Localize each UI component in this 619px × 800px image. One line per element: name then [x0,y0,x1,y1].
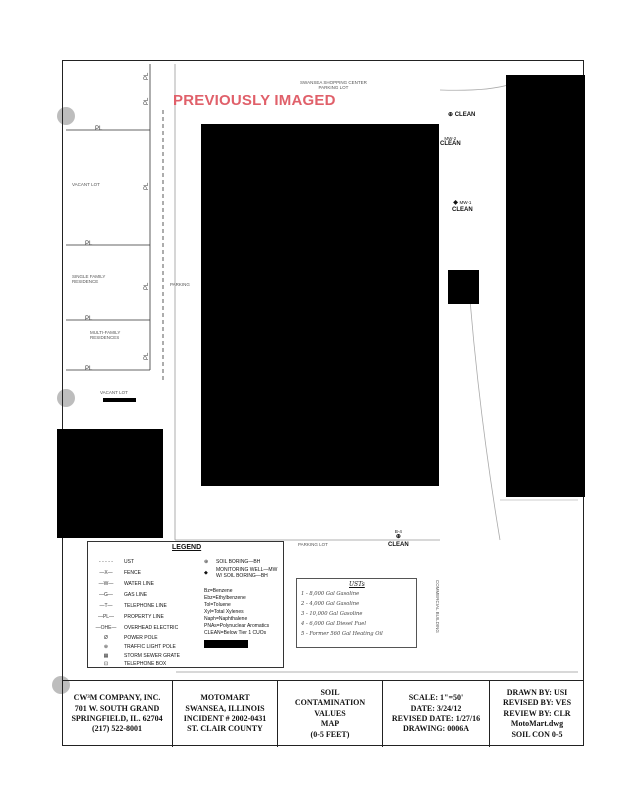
legend-label: PROPERTY LINE [124,614,164,620]
storm-grate-icon: ▦ [103,653,109,659]
lower-right-label: COMMERCIAL BUILDING [435,580,440,633]
legend-label: SOIL BORING—BH [216,559,261,565]
review-by: REVIEW BY: CLR [503,708,571,718]
marker-status: CLEAN [454,112,476,118]
legend-label: TELEPHONE BOX [124,661,167,667]
redaction-small [448,270,479,304]
scale-cell [383,681,490,747]
legend-title: LEGEND [172,544,202,551]
drawing-title-line: SOIL [320,688,340,698]
crosshair-icon: ⊕ [204,559,209,565]
site-name: MOTOMART [200,693,250,703]
legend-label: STORM SEWER GRATE [124,653,180,659]
legend-label: UST [124,559,134,565]
abbrev-text: CLEAN=Below Tier 1 CUOs [204,630,267,636]
redaction-main [201,124,439,486]
ust-item: 1 - 8,000 Gal Gasoline [301,591,360,597]
drawing-title-cell [278,681,383,747]
legend-label: POWER POLE [124,635,158,641]
company-city: SPRINGFIELD, IL. 62704 [71,714,163,723]
pl-label: PL [144,182,150,190]
side-label-2: SINGLE FAMILY RESIDENCE [72,274,106,285]
company-address: 701 W. SOUTH GRAND [74,703,160,713]
pl-label: PL [95,126,103,132]
drawing-title-line: MAP [320,719,340,729]
pl-label: PL [144,282,150,290]
ust-item: 3 - 10,000 Gal Gasoline [301,611,363,617]
legend-symbol: —X— [99,570,113,576]
marker-id: MW-1 [459,200,472,205]
ust-item: 2 - 4,000 Gal Gasoline [301,601,360,607]
pl-label: PL [85,366,93,372]
legend-symbol: —T— [99,603,113,609]
monitoring-well-marker [452,200,473,214]
curb-label: PARKING [170,282,190,287]
company-name: CW³M COMPANY, INC. [73,693,161,703]
redaction-legend [204,640,248,648]
ust-box-title: USTs [349,581,365,588]
right-curve [470,300,500,540]
side-label-4: VACANT LOT [100,390,128,395]
site-location: SWANSEA, ILLINOIS [185,703,265,713]
title-block [62,680,584,747]
legend-symbol: - - - - - [99,559,113,565]
marker-id: B-4 [394,529,402,534]
pl-label: PL [85,316,93,322]
side-label-3: MULTI-FAMILY RESIDENCES [90,330,121,341]
monitoring-well-marker [448,112,475,119]
soil-boring-marker [388,529,409,549]
marker-status: CLEAN [440,141,461,148]
ust-box [296,578,417,648]
site-cell [173,681,278,747]
crosshair-icon: ⊕ [448,112,454,118]
drawn-by: DRAWN BY: USI [506,688,568,698]
redaction-dash [103,398,136,402]
revised-by: REVISED BY: VES [502,698,572,708]
sheet-name: SOIL CON 0-5 [511,729,563,739]
abbrev-text: Ebz=Ethylbenzene [204,595,246,601]
legend-symbol: —OHE— [95,625,117,631]
pl-label: PL [144,97,150,105]
drawn-by-cell [490,681,584,747]
pl-label: PL [144,72,150,80]
top-neighbor-label: SWANSEA SHOPPING CENTER PARKING LOT [300,80,367,91]
legend-label: WATER LINE [124,581,155,587]
drawing-title-line: (0-5 FEET) [310,729,350,739]
lot-label: PARKING LOT [298,542,328,547]
legend-box [87,541,284,668]
legend-label: TRAFFIC LIGHT POLE [124,644,176,650]
legend-symbol: —PL— [97,614,115,620]
legend-symbol: —G— [99,592,113,598]
ust-item: 5 - Former 560 Gal Heating Oil [301,631,383,637]
date-text: DATE: 3/24/12 [410,703,462,713]
pl-label: PL [85,241,93,247]
abbrev-text: Bz=Benzene [204,588,233,594]
revised-date-text: REVISED DATE: 1/27/16 [391,714,481,723]
legend-label: FENCE [124,570,141,576]
telephone-box-icon: ⊡ [103,661,109,667]
well-diamond-icon: ◆ [453,200,458,206]
monitoring-well-marker [440,136,461,149]
legend-label: GAS LINE [124,592,148,598]
company-cell [62,681,173,747]
legend-label: TELEPHONE LINE [124,603,167,609]
scale-text: SCALE: 1"=50' [408,693,464,703]
dwg-file: MotoMart.dwg [510,719,564,729]
drawing-number: DRAWING: 0006A [403,724,469,734]
legend-symbol: —W— [98,581,114,587]
redaction-right [506,75,585,497]
power-pole-icon: Ø [104,635,108,641]
legend-label: MONITORING WELL—MW W/ SOIL BORING—BH [216,567,278,579]
company-phone: (217) 522-8001 [92,724,142,734]
drawing-title-line: VALUES [314,708,346,718]
marker-status: CLEAN [388,541,409,548]
traffic-light-icon: ⊕ [103,644,109,650]
marker-status: CLEAN [452,207,473,214]
redaction-left [57,429,163,538]
pl-label: PL [144,352,150,360]
crosshair-icon: ⊕ [395,534,401,541]
side-label-1: VACANT LOT [72,182,100,187]
legend-label: OVERHEAD ELECTRIC [124,625,179,631]
previously-imaged-stamp: PREVIOUSLY IMAGED [173,92,336,109]
well-diamond-icon: ◆ [204,570,208,576]
abbrev-text: Tol=Toluene [204,602,231,608]
drawing-title-line: CONTAMINATION [294,698,366,708]
county: ST. CLAIR COUNTY [187,724,263,734]
abbrev-text: Xyl=Total Xylenes [204,609,244,615]
abbrev-text: Naph=Naphthalene [204,616,248,622]
incident-number: INCIDENT # 2002-0431 [183,714,267,723]
marker-id: MW-2 [444,136,457,141]
ust-item: 4 - 6,000 Gal Diesel Fuel [301,621,366,627]
abbrev-text: PNAs=Polynuclear Aromatics [204,623,270,629]
